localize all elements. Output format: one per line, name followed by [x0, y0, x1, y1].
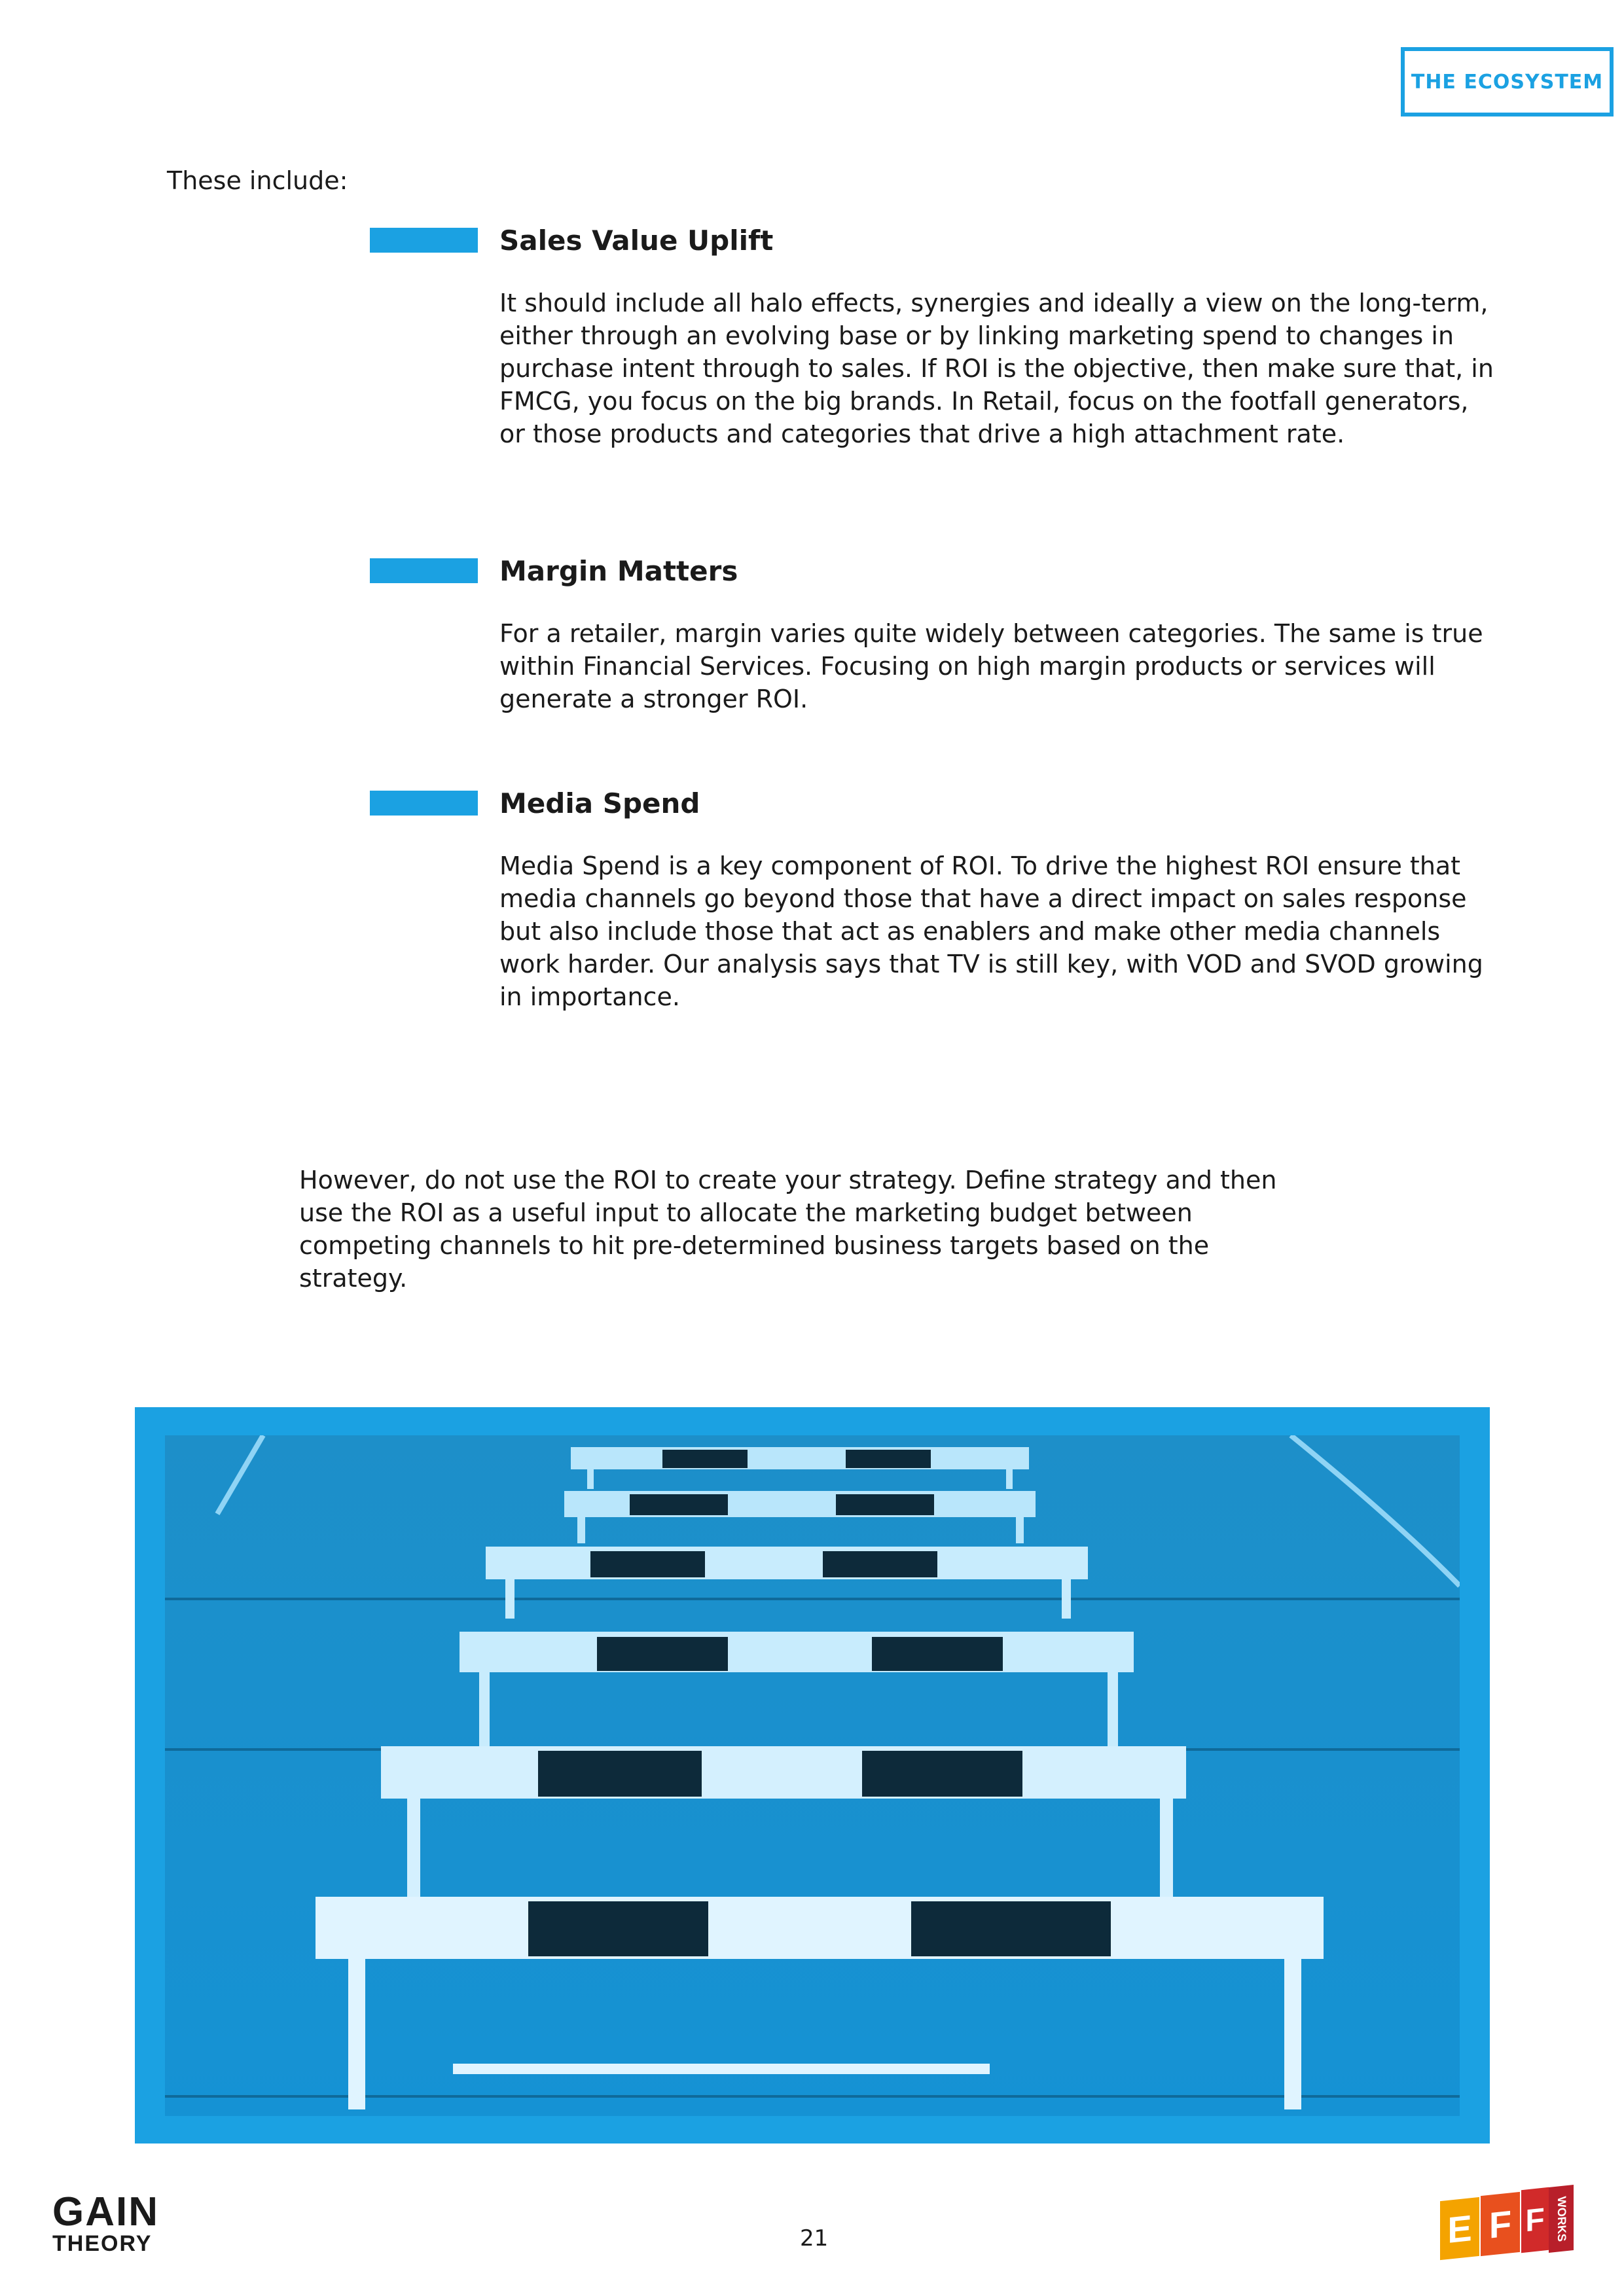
hurdles-photo [165, 1435, 1460, 2116]
gain-theory-logo-word-1: GAIN [52, 2189, 159, 2234]
eff-works-logo [1440, 2186, 1574, 2265]
section-heading: Margin Matters [499, 555, 738, 587]
section-bar [370, 228, 478, 253]
section-body: Media Spend is a key component of ROI. To drive the highest ROI ensure that media channels go beyond those that have a direct impact on sales response but also include those that act as enablers and make other media channels work harder. Our analysis says that TV is still key, with VOD and SVOD growing in importance. [499, 852, 1483, 1011]
intro-text: These include: [167, 166, 348, 195]
eff-works-word: WORKS [1555, 2195, 1568, 2242]
eff-letter-2: F [1481, 2192, 1520, 2256]
eff-letter-3: F [1521, 2187, 1549, 2253]
section-bar [370, 791, 478, 816]
section-tag: THE ECOSYSTEM [1401, 47, 1614, 117]
section-body: For a retailer, margin varies quite widely between categories. The same is true within Financial Services. Focusing on high margin products or services will generate a stronger ROI. [499, 619, 1483, 713]
section-bar [370, 558, 478, 583]
section-heading: Sales Value Uplift [499, 224, 774, 257]
gain-theory-logo [52, 2189, 183, 2258]
eff-letter-1: E [1440, 2197, 1479, 2260]
closing-paragraph: However, do not use the ROI to create your strategy. Define strategy and then use the ROI as a useful input to allocate the marketing budget between competing channels to hit pre-determined business targets based on the strategy. [299, 1166, 1277, 1293]
hurdles-photo-frame [135, 1407, 1490, 2144]
section-body: It should include all halo effects, synergies and ideally a view on the long-term, either through an evolving base or by linking marketing spend to changes in purchase intent through to sales. If ROI is the objective, then make sure that, in FMCG, you focus on the big brands. In Retail, focus on the footfall generators, or those products and categories that drive a high attachment rate. [499, 289, 1494, 448]
gain-theory-logo-word-2: THEORY [52, 2231, 153, 2256]
page-number: 21 [800, 2225, 829, 2251]
section-heading: Media Spend [499, 787, 700, 819]
